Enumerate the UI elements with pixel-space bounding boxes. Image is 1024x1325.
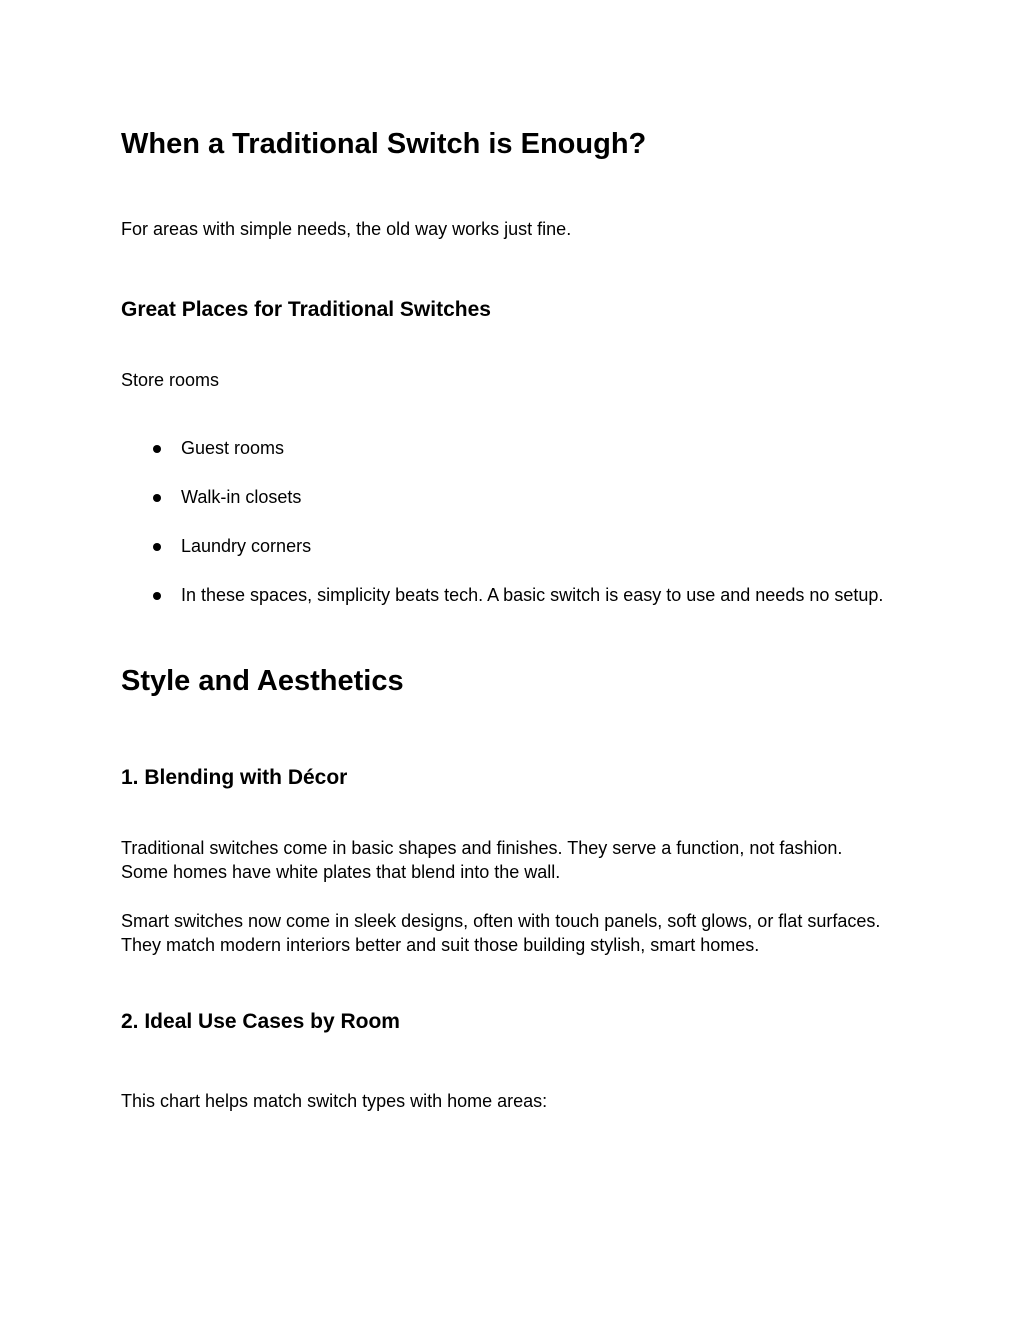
subheading-great-places: Great Places for Traditional Switches xyxy=(121,298,491,321)
list-item xyxy=(121,485,883,534)
subheading-blending-decor: 1. Blending with Décor xyxy=(121,766,348,789)
bullet-icon xyxy=(153,494,161,502)
list-item-text: Laundry corners xyxy=(181,536,312,556)
blending-paragraph-1-line-2: Some homes have white plates that blend into the wall. xyxy=(121,862,561,882)
chart-intro-paragraph: This chart helps match switch types with home areas: xyxy=(121,1091,548,1111)
bullet-icon xyxy=(153,445,161,453)
blending-paragraph-1-line-1: Traditional switches come in basic shapes and finishes. They serve a function, not fashion. xyxy=(121,838,843,858)
store-rooms-text: Store rooms xyxy=(121,370,220,390)
list-item-text: Guest rooms xyxy=(181,438,285,458)
bullet-icon xyxy=(153,543,161,551)
section-heading-traditional-switch: When a Traditional Switch is Enough? xyxy=(121,128,647,160)
list-item xyxy=(121,436,883,485)
intro-paragraph: For areas with simple needs, the old way works just fine. xyxy=(121,219,572,239)
places-bullet-list xyxy=(121,436,883,632)
blending-paragraph-2-line-2: They match modern interiors better and suit those building stylish, smart homes. xyxy=(121,935,760,955)
list-item-text: Walk-in closets xyxy=(181,487,302,507)
list-item xyxy=(121,583,883,632)
section-heading-style-aesthetics: Style and Aesthetics xyxy=(121,665,404,697)
subheading-use-cases: 2. Ideal Use Cases by Room xyxy=(121,1010,400,1033)
list-item-text: In these spaces, simplicity beats tech. A basic switch is easy to use and needs no setup. xyxy=(181,585,884,605)
blending-paragraph-2-line-1: Smart switches now come in sleek designs, often with touch panels, soft glows, or flat surfaces. xyxy=(121,911,881,931)
list-item xyxy=(121,534,883,583)
bullet-icon xyxy=(153,592,161,600)
